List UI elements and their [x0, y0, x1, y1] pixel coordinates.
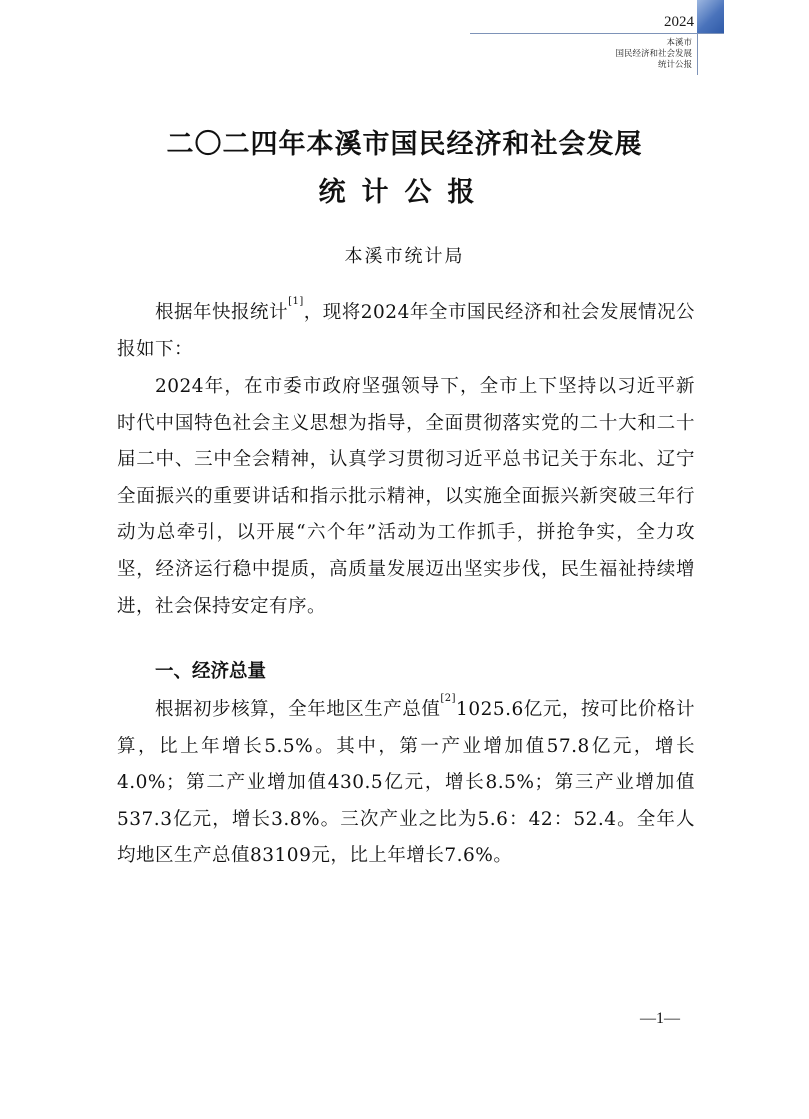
header-sub-line: 本溪市 — [666, 38, 692, 48]
paragraph-intro — [117, 295, 695, 368]
footnote-ref[interactable]: [2] — [440, 693, 457, 704]
footnote-ref[interactable]: [1] — [288, 296, 304, 307]
paragraph-text: 1025.6亿元，按可比价格计算，比上年增长5.5%。其中，第一产业增加值57.8亿元，增长4.0%；第二产业增加值430.5亿元，增长8.5%；第三产业增加值537.3亿元，增长3.8%。三次产业之比为5.6：42：52.4。全年人均地区生产总值83109元，比上年增长7.6%。 — [117, 699, 695, 867]
header-color-block — [697, 0, 724, 33]
page-number: —1— — [640, 1010, 680, 1027]
header-sub-line: 国民经济和社会发展 — [615, 49, 692, 59]
header-year: 2024 — [664, 14, 694, 30]
document-title: 二〇二四年本溪市国民经济和社会发展 — [166, 129, 643, 160]
header-sub-line: 统计公报 — [657, 60, 692, 70]
paragraph-text: 根据年快报统计 — [155, 302, 289, 323]
paragraph-summary: 2024年，在市委市政府坚强领导下，全市上下坚持以习近平新时代中国特色社会主义思想为指导，全面贯彻落实党的二十大和二十届二中、三中全会精神，认真学习贯彻习近平总书记关于东北、辽宁全面振兴的重要讲话和指示批示精神，以实施全面振兴新突破三年行动为总牵引，以开展“六个年”活动为工作抓手，拼抢争实，全力攻坚，经济运行稳中提质，高质量发展迈出坚实步伐，民生福祉持续增进，社会保持安定有序。 — [117, 376, 695, 617]
issuing-organization: 本溪市统计局 — [344, 246, 465, 267]
paragraph-text: ，现将2024年全市国民经济和社会发展情况公报如下： — [117, 302, 695, 360]
header-subtitle — [560, 38, 692, 71]
paragraph-text: 根据初步核算，全年地区生产总值 — [155, 699, 441, 720]
header-vertical-rule — [697, 33, 698, 75]
paragraph-economy — [117, 692, 695, 875]
document-title-line2: 统计公报 — [318, 177, 491, 208]
header-rule — [470, 33, 724, 34]
section-heading: 一、经济总量 — [155, 661, 267, 682]
